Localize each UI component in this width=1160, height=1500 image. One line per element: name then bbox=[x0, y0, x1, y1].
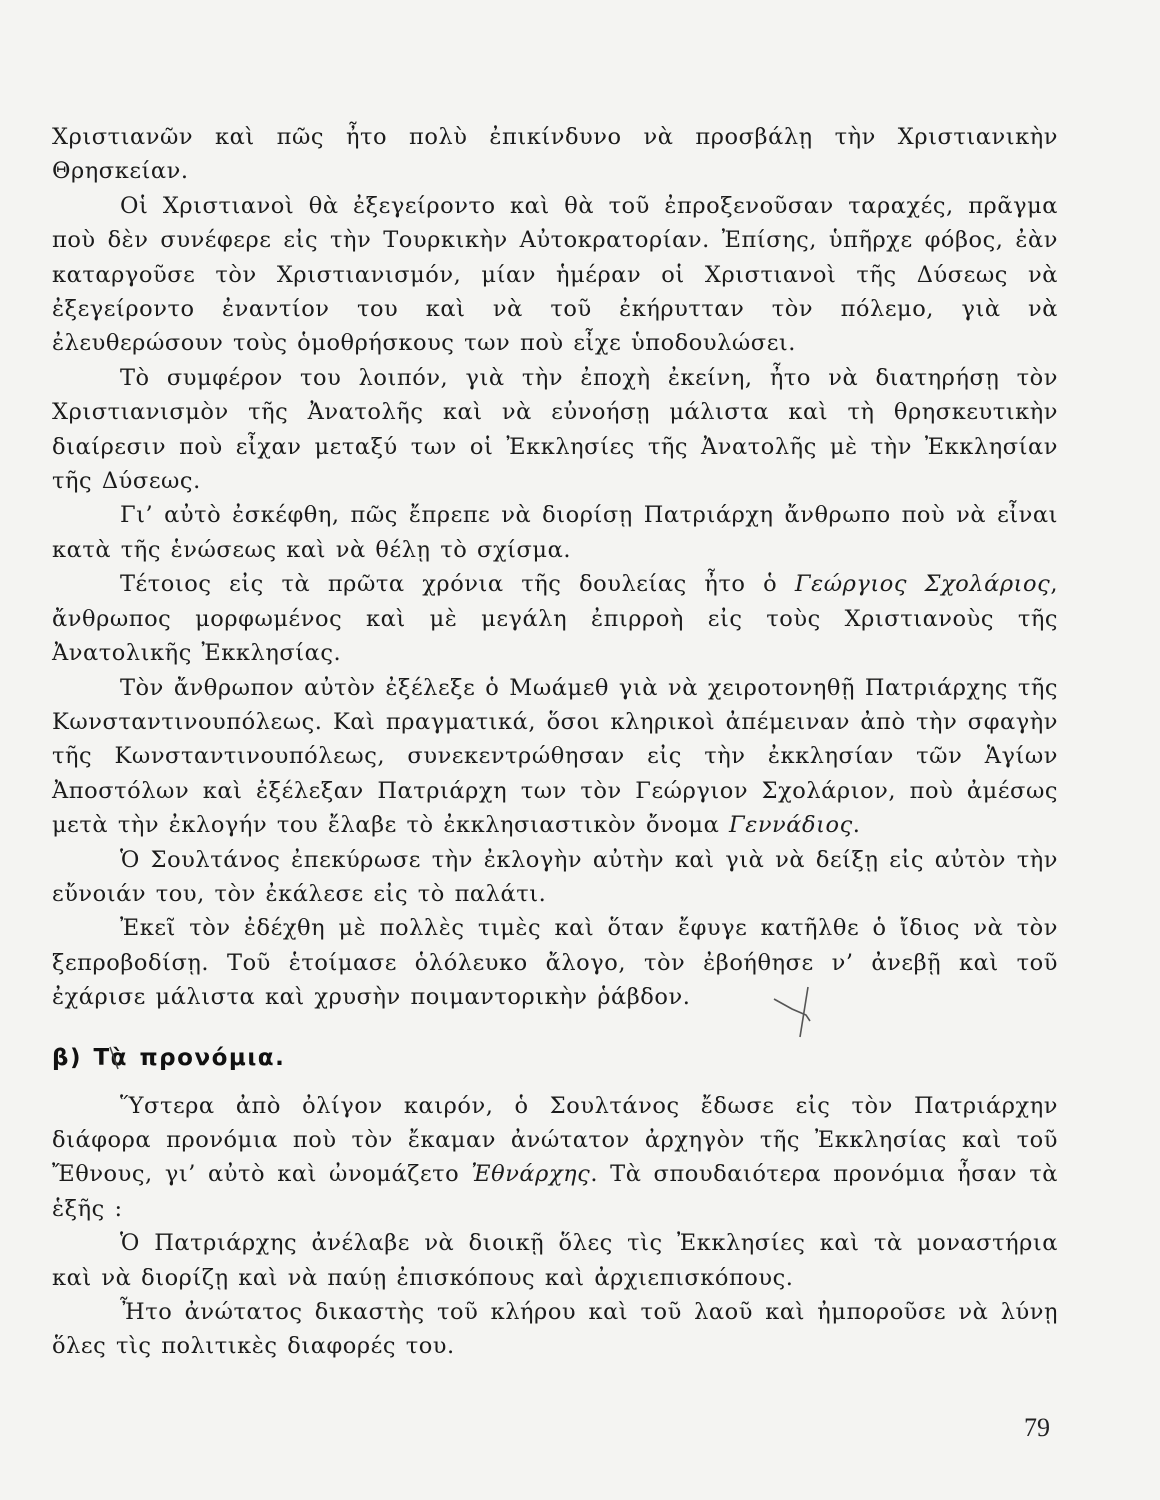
paragraph-11: Ἦτο ἀνώτατος δικαστὴς τοῦ κλήρου καὶ τοῦ λαοῦ καὶ ἠμποροῦσε νὰ λύνῃ ὅλες τὶς πολιτικὲς διαφορές του. bbox=[52, 1299, 1058, 1360]
paragraph-4: Γι’ αὐτὸ ἐσκέφθη, πῶς ἔπρεπε νὰ διορίσῃ Πατριάρχη ἄνθρωπο ποὺ νὰ εἶναι κατὰ τῆς ἑνώσεως καὶ νὰ θέλῃ τὸ σχίσμα. bbox=[52, 502, 1058, 563]
paragraph-2: Οἱ Χριστιανοὶ θὰ ἐξεγείροντο καὶ θὰ τοῦ ἐπροξενοῦσαν ταραχές, πρᾶγμα ποὺ δὲν συνέφερε εἰς τὴν Τουρκικὴν Αὐτοκρατορίαν. Ἐπίσης, ὑπῆρχε φόβος, ἐὰν καταργοῦσε τὸν Χριστιανισμόν, μίαν ἡμέραν οἱ Χριστιανοὶ τῆς Δύσεως νὰ ἐξεγείροντο ἐναντίον του καὶ νὰ τοῦ ἐκήρυτταν τὸν πόλεμο, γιὰ νὰ ἐλευθερώσουν τοὺς ὁμοθρήσκους των ποὺ εἶχε ὑποδουλώσει. bbox=[52, 192, 1058, 357]
section-heading: β) Τὰ προνόμια. bbox=[52, 1044, 286, 1071]
paragraph-9: Ὕστερα ἀπὸ ὀλίγον καιρόν, ὁ Σουλτάνος ἔδωσε εἰς τὸν Πατριάρχην διάφορα προνόμια ποὺ τὸν ἔκαμαν ἀνώτατον ἀρχηγὸν τῆς Ἐκκλησίας καὶ τοῦ Ἔθνους, γι’ αὐτὸ καὶ ὠνομάζετο Ἐθνάρχης. Τὰ σπουδαιότερα προνόμια ἦσαν τὰ ἑξῆς : bbox=[52, 1092, 1058, 1222]
page-number: 79 bbox=[1024, 1413, 1050, 1442]
paragraph-6: Τὸν ἄνθρωπον αὐτὸν ἐξέλεξε ὁ Μωάμεθ γιὰ νὰ χειροτονηθῇ Πατριάρχης τῆς Κωνσταντινουπόλεως. Καὶ πραγματικά, ὅσοι κληρικοὶ ἀπέμειναν ἀπὸ τὴν σφαγὴν τῆς Κωνσταντινουπόλεως, συνεκεντρώθησαν εἰς τὴν ἐκκλησίαν τῶν Ἁγίων Ἀποστόλων καὶ ἐξέλεξαν Πατριάρχη των τὸν Γεώργιον Σχολάριον, ποὺ ἀμέσως μετὰ τὴν ἐκλογήν του ἔλαβε τὸ ἐκκλησιαστικὸν ὄνομα Γεννάδιος. bbox=[52, 674, 1058, 839]
paragraph-7: Ὁ Σουλτάνος ἐπεκύρωσε τὴν ἐκλογὴν αὐτὴν καὶ γιὰ νὰ δείξῃ εἰς αὐτὸν τὴν εὔνοιάν του, τὸν ἐκάλεσε εἰς τὸ παλάτι. bbox=[52, 846, 1058, 907]
name-scholarios: Γεώργιος Σχολάριος bbox=[794, 571, 1051, 598]
pencil-stroke-icon bbox=[108, 1045, 128, 1075]
term-ethnarches: Ἐθνάρχης bbox=[471, 1161, 591, 1188]
pencil-checkmark-icon bbox=[770, 985, 840, 1045]
body-text bbox=[52, 120, 1058, 1364]
paragraph-3: Τὸ συμφέρον του λοιπόν, γιὰ τὴν ἐποχὴ ἐκείνη, ἦτο νὰ διατηρήσῃ τὸν Χριστιανισμὸν τῆς Ἀνατολῆς καὶ νὰ εὐνοήσῃ μάλιστα καὶ τὴ θρησκευτικὴν διαίρεσιν ποὺ εἶχαν μεταξύ των οἱ Ἐκκλησίες τῆς Ἀνατολῆς μὲ τὴν Ἐκκλησίαν τῆς Δύσεως. bbox=[52, 364, 1058, 495]
paragraph-10: Ὁ Πατριάρχης ἀνέλαβε νὰ διοικῇ ὅλες τὶς Ἐκκλησίες καὶ τὰ μοναστήρια καὶ νὰ διορίζῃ καὶ νὰ παύῃ ἐπισκόπους καὶ ἀρχιεπισκόπους. bbox=[52, 1230, 1058, 1291]
paragraph-5: Τέτοιος εἰς τὰ πρῶτα χρόνια τῆς δουλείας ἦτο ὁ Γεώργιος Σχολάριος, ἄνθρωπος μορφωμένος καὶ μὲ μεγάλη ἐπιρροὴ εἰς τοὺς Χριστιανοὺς τῆς Ἀνατολικῆς Ἐκκλησίας. bbox=[52, 571, 1059, 667]
paragraph-1: Χριστιανῶν καὶ πῶς ἦτο πολὺ ἐπικίνδυνο νὰ προσβάλῃ τὴν Χριστιανικὴν Θρησκείαν. bbox=[52, 124, 1058, 185]
name-gennadios: Γεννάδιος bbox=[729, 812, 853, 839]
paragraph-8: Ἐκεῖ τὸν ἐδέχθη μὲ πολλὲς τιμὲς καὶ ὅταν ἔφυγε κατῆλθε ὁ ἴδιος νὰ τὸν ξεπροβοδίσῃ. Τοῦ ἑτοίμασε ὁλόλευκο ἄλογο, τὸν ἐβοήθησε ν’ ἀνεβῇ καὶ τοῦ ἐχάρισε μάλιστα καὶ χρυσὴν ποιμαντορικὴν ῥάβδον. bbox=[52, 915, 1058, 1011]
